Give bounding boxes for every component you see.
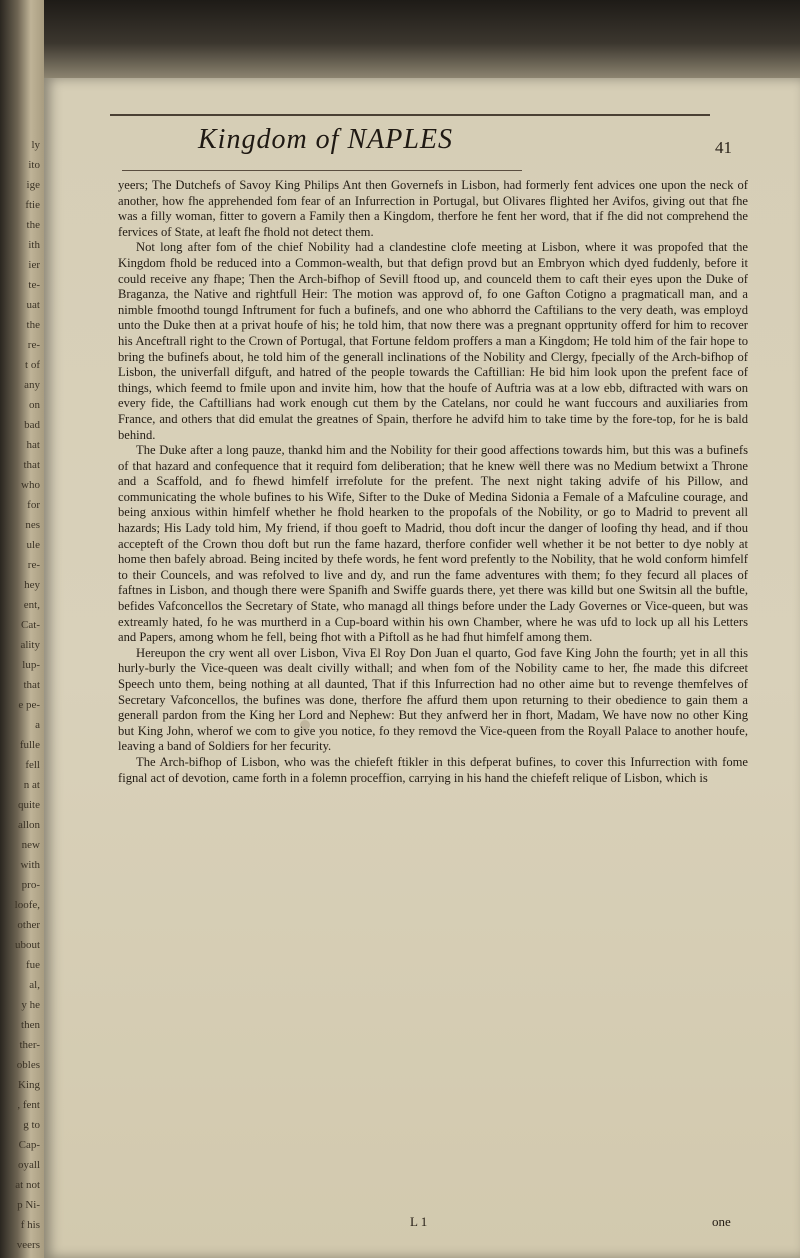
facing-page-gutter xyxy=(0,0,44,1258)
paragraph: Hereupon the cry went all over Lisbon, Viva El Roy Don Juan el quarto, God fave King John the fourth; yet in all this hurly-burly the Vice-queen was dealt civilly withall; and when fom of the Nobility came to her, fhe made this difcreet Speech unto them, being nothing at all daunted, That if this Infurrection had no other aime but to revenge themfelves of Secretary Vafconcellos, the bufines was done, therfore fhe affurd them upon returning to their obedience to gain them a generall pardon from the King her Lord and Nephew: But they anfwerd her in fhort, Madam, We have now no other King but King John, wherof we com to give you notice, fo they removd the Vice-queen from the Royall Palace to another houfe, leaving a band of Soldiers for her fecurity. xyxy=(118,645,748,754)
gutter-fragment: fulle xyxy=(19,740,40,751)
scan-top-shadow xyxy=(44,0,800,78)
gutter-fragment: ith xyxy=(28,240,40,251)
page-body xyxy=(118,178,748,1218)
gutter-fragment: hat xyxy=(26,440,40,451)
gutter-fragment: that xyxy=(23,460,40,471)
gutter-fragment: a xyxy=(35,720,40,731)
gutter-fragment: nes xyxy=(25,520,40,531)
gutter-fragment: for xyxy=(27,500,40,511)
gutter-fragment: y he xyxy=(21,1000,40,1011)
paper-stain xyxy=(520,460,534,468)
paragraph: The Duke after a long pauze, thankd him and the Nobility for their good affections towards him, but this was a bufinefs of that hazard and confequence that it requird fom deliberation; that he knew well there was no Medium betwixt a Throne and a Scaffold, and fo fhewd himfelf irrefolute for the prefent. The next night taking advife of his Pillow, and communicating the whole bufines to his Wife, Sifter to the Duke of Medina Sidonia a Female of a Mafculine courage, and being anxious within himfelf whether he fhold hearken to the propofals of the Nobility, or go to Madrid to prevent all hazards; His Lady told him, My friend, if thou goeft to Madrid, thou doft incur the danger of loofing thy head, and if thou accepteft of the Crown thou doft but run the fame hazard, therfore confider well whether it be not better to dye nobly at home then bafely abroad. Being incited by thefe words, he fent word prefently to the Nobility, that he wold conform himfelf to their Councels, and was refolved to live and dy, and run the fame adventures with them; fo they fecurd all places of faftnes in Lisbon, and though there were Spanifh and Swiffe guards there, yet there was killd but one Switsin all the buftle, befides Vafconcellos the Secretary of State, who managd all things before under the Lady Governes or Vice-queen, but was extreamly hated, fo he was murtherd in a Cup-board within his own Chamber, where he was ufd to lock up all his Letters and Papers, among whom he fell, being fhot with a Piftoll as he had fhut himfelf among them. xyxy=(118,443,748,645)
gutter-fragment: that xyxy=(23,680,40,691)
paragraph: Not long after fom of the chief Nobility had a clandestine clofe meeting at Lisbon, where it was propofed that the Kingdom fhold be reduced into a Common-wealth, but that defign provd but an Embryon which dyed fuddenly, before it could receive any fhape; Then the Arch-bifhop of Sevill ftood up, and counceld them to caft their eyes upon the Duke of Braganza, the Native and rightfull Heir: The motion was approvd of, fo one Gafton Cotigno a pragmaticall man, and a nimble fmoothd toungd Inftrument for fuch a bufinefs, and one who abhorrd the Caftilians to the very death, was employd unto the Duke then at a privat houfe of his; he told him, that now there was a pregnant opprtunity offerd for him to recover his Anceftrall right to the Crown of Portugal, that Fortune feldom proffers a man a Kingdom; He told him of the fair hope to bring the bufinefs about, he told him of the generall inclinations of the Nobility and Clergy, fpecially of the Arch-bifhop of Lisbon, the univerfall difguft, and hatred of the people towards the Caftillian: He bid him look upon the prefent face of things, which feemd to fmile upon and invite him, how that the houfe of Auftria was at a low ebb, diftracted with wars on every fide, the Caftillians had work enough cut them by the Catelans, nor could he want fuccours and auxiliaries from France, and others that did emulat the greatnes of Spain, therfore he advifd him to take time by the fore-top, for he is bald behind. xyxy=(118,240,748,442)
gutter-fragment: oyall xyxy=(18,1160,40,1171)
header-rule-bottom xyxy=(122,170,522,171)
gutter-fragment: who xyxy=(21,480,40,491)
gutter-fragment: , fent xyxy=(17,1100,40,1111)
gutter-fragment: loofe, xyxy=(14,900,40,911)
gutter-fragment: other xyxy=(17,920,40,931)
gutter-fragment: King xyxy=(18,1080,40,1091)
running-header xyxy=(118,124,732,172)
paper-stain xyxy=(300,720,310,730)
gutter-fragment: ito xyxy=(28,160,40,171)
gutter-fragment: f his xyxy=(20,1220,40,1231)
gutter-fragment: Cap- xyxy=(18,1140,40,1151)
gutter-fragment: allon xyxy=(18,820,40,831)
signature-mark: L 1 xyxy=(410,1214,428,1229)
gutter-fragment: any xyxy=(24,380,40,391)
gutter-fragment: bad xyxy=(24,420,40,431)
gutter-fragment: ubout xyxy=(14,940,40,951)
gutter-fragment: ftie xyxy=(25,200,40,211)
page-number: 41 xyxy=(715,138,732,157)
gutter-fragment: t of xyxy=(25,360,40,371)
gutter-fragment: ent, xyxy=(23,600,40,611)
running-title: Kingdom of NAPLES xyxy=(198,124,454,155)
gutter-fragment: ige xyxy=(26,180,40,191)
gutter-fragment: lup- xyxy=(22,660,40,671)
gutter-fragment: obles xyxy=(16,1060,40,1071)
gutter-fragment: re- xyxy=(27,340,40,351)
gutter-fragment: g to xyxy=(23,1120,40,1131)
gutter-fragment: hey xyxy=(24,580,40,591)
catchword: one xyxy=(712,1214,731,1229)
gutter-fragment: fell xyxy=(25,760,40,771)
gutter-fragment: ality xyxy=(20,640,40,651)
gutter-fragment: uat xyxy=(26,300,40,311)
header-rule-top xyxy=(110,114,710,116)
paragraph: The Arch-bifhop of Lisbon, who was the chiefeft ftikler in this defperat bufines, to cover this Infurrection with fome fignal act of devotion, came forth in a folemn proceffion, carrying in his hand the chiefeft relique of Lisbon, which is xyxy=(118,754,748,785)
gutter-fragment: on xyxy=(29,400,40,411)
gutter-fragment: e pe- xyxy=(18,700,40,711)
gutter-fragment: Cat- xyxy=(21,620,40,631)
gutter-fragment: new xyxy=(21,840,40,851)
gutter-fragment: ly xyxy=(31,140,40,151)
gutter-fragment: at not xyxy=(15,1180,40,1191)
gutter-fragment: the xyxy=(26,220,40,231)
gutter-fragment: the xyxy=(26,320,40,331)
gutter-fragment: ther- xyxy=(19,1040,40,1051)
gutter-fragment: re- xyxy=(27,560,40,571)
gutter-fragment: ier xyxy=(28,260,40,271)
gutter-fragment: quite xyxy=(18,800,40,811)
gutter-fragment: then xyxy=(21,1020,40,1031)
gutter-fragment: n at xyxy=(23,780,40,791)
gutter-fragment: with xyxy=(20,860,40,871)
gutter-fragment: pro- xyxy=(21,880,40,891)
gutter-fragment: fue xyxy=(25,960,40,971)
gutter-fragment: p Ni- xyxy=(17,1200,40,1211)
gutter-fragment: te- xyxy=(28,280,40,291)
gutter-fragment: veers xyxy=(16,1240,40,1251)
gutter-fragment: al, xyxy=(29,980,40,991)
gutter-fragment: ule xyxy=(26,540,40,551)
paragraph: yeers; The Dutchefs of Savoy King Philips Ant then Governefs in Lisbon, had formerly fent advices one upon the neck of another, how fhe apprehended fom fear of an Infurrection in Portugal, but Olivares flighted her Avifos, giving out that fhe was a filly woman, fitter to govern a Family then a Kingdom, therfore he fent her word, that if fhe did not comprehend the fervices of State, at leaft fhe fhold not detect them. xyxy=(118,178,748,239)
